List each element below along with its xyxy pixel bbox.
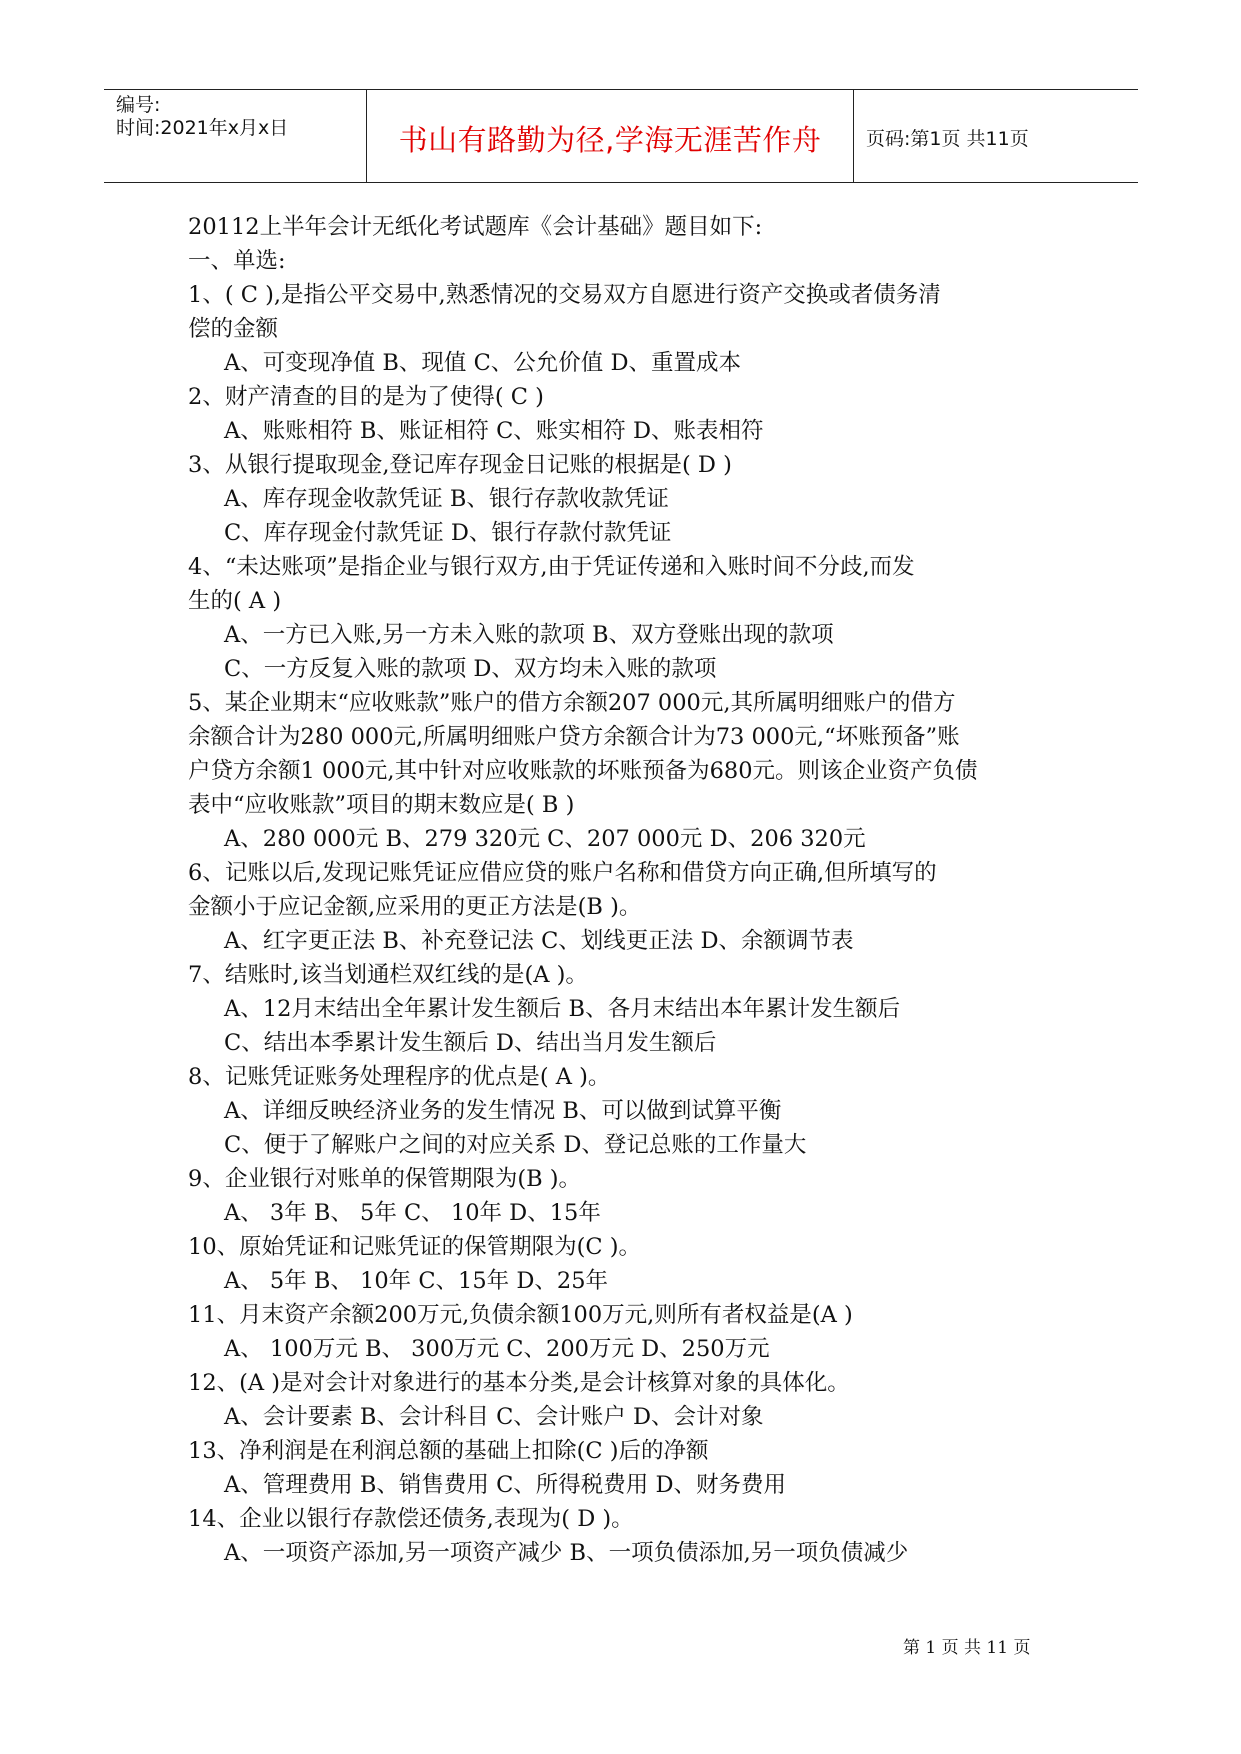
question-line: 12、(A )是对会计对象进行的基本分类,是会计核算对象的具体化。 — [188, 1370, 850, 1396]
answer-options-line: A、详细反映经济业务的发生情况 B、可以做到试算平衡 — [224, 1098, 782, 1124]
page-info: 页码:第1页 共11页 — [866, 128, 1029, 150]
question-line: 14、企业以银行存款偿还债务,表现为( D )。 — [188, 1506, 634, 1532]
question-line: 6、记账以后,发现记账凭证应借应贷的账户名称和借贷方向正确,但所填写的 — [188, 860, 937, 886]
question-line: 偿的金额 — [188, 316, 279, 342]
answer-options-line: A、一方已入账,另一方未入账的款项 B、双方登账出现的款项 — [224, 622, 834, 648]
question-line: 2、财产清查的目的是为了使得( C ) — [188, 384, 544, 410]
answer-options-line: A、12月末结出全年累计发生额后 B、各月末结出本年累计发生额后 — [224, 996, 901, 1022]
question-line: 3、从银行提取现金,登记库存现金日记账的根据是( D ) — [188, 452, 732, 478]
answer-options-line: C、一方反复入账的款项 D、双方均未入账的款项 — [224, 656, 717, 682]
question-line: 户贷方余额1 000元,其中针对应收账款的坏账预备为680元。则该企业资产负债 — [188, 758, 978, 784]
answer-options-line: A、280 000元 B、279 320元 C、207 000元 D、206 320元 — [224, 826, 866, 852]
answer-options-line: A、 5年 B、 10年 C、15年 D、25年 — [224, 1268, 609, 1294]
motto-text: 书山有路勤为径,学海无涯苦作舟 — [398, 123, 822, 157]
time-label: 时间:2021年x月x日 — [116, 117, 289, 139]
question-line: 20112上半年会计无纸化考试题库《会计基础》题目如下: — [188, 214, 763, 240]
question-line: 1、( C ),是指公平交易中,熟悉情况的交易双方自愿进行资产交换或者债务清 — [188, 282, 941, 308]
answer-options-line: C、库存现金付款凭证 D、银行存款付款凭证 — [224, 520, 672, 546]
question-line: 金额小于应记金额,应采用的更正方法是(B )。 — [188, 894, 642, 920]
question-line: 表中“应收账款”项目的期末数应是( B ) — [188, 792, 575, 818]
page-footer: 第 1 页 共 11 页 — [903, 1638, 1031, 1658]
question-line: 余额合计为280 000元,所属明细账户贷方余额合计为73 000元,“坏账预备”账 — [188, 724, 960, 750]
answer-options-line: A、红字更正法 B、补充登记法 C、划线更正法 D、余额调节表 — [224, 928, 854, 954]
question-line: 4、“未达账项”是指企业与银行双方,由于凭证传递和入账时间不分歧,而发 — [188, 554, 915, 580]
question-line: 11、月末资产余额200万元,负债余额100万元,则所有者权益是(A ) — [188, 1302, 853, 1328]
answer-options-line: A、库存现金收款凭证 B、银行存款收款凭证 — [224, 486, 669, 512]
answer-options-line: C、结出本季累计发生额后 D、结出当月发生额后 — [224, 1030, 717, 1056]
question-line: 5、某企业期末“应收账款”账户的借方余额207 000元,其所属明细账户的借方 — [188, 690, 956, 716]
answer-options-line: A、 100万元 B、 300万元 C、200万元 D、250万元 — [224, 1336, 770, 1362]
header-motto-cell — [366, 90, 854, 182]
answer-options-line: A、管理费用 B、销售费用 C、所得税费用 D、财务费用 — [224, 1472, 786, 1498]
number-label: 编号: — [116, 94, 161, 116]
answer-options-line: A、一项资产添加,另一项资产减少 B、一项负债添加,另一项负债减少 — [224, 1540, 909, 1566]
question-line: 生的( A ) — [188, 588, 282, 614]
answer-options-line: A、账账相符 B、账证相符 C、账实相符 D、账表相符 — [224, 418, 764, 444]
answer-options-line: A、 3年 B、 5年 C、 10年 D、15年 — [224, 1200, 601, 1226]
question-line: 7、结账时,该当划通栏双红线的是(A )。 — [188, 962, 588, 988]
answer-options-line: C、便于了解账户之间的对应关系 D、登记总账的工作量大 — [224, 1132, 807, 1158]
answer-options-line: A、会计要素 B、会计科目 C、会计账户 D、会计对象 — [224, 1404, 764, 1430]
question-line: 一、单选: — [188, 248, 286, 274]
question-line: 10、原始凭证和记账凭证的保管期限为(C )。 — [188, 1234, 642, 1260]
header-right-cell — [852, 90, 1138, 182]
answer-options-line: A、可变现净值 B、现值 C、公允价值 D、重置成本 — [224, 350, 741, 376]
header-left-cell — [104, 90, 366, 182]
question-line: 8、记账凭证账务处理程序的优点是( A )。 — [188, 1064, 611, 1090]
question-line: 13、净利润是在利润总额的基础上扣除(C )后的净额 — [188, 1438, 709, 1464]
question-line: 9、企业银行对账单的保管期限为(B )。 — [188, 1166, 582, 1192]
page-header — [104, 89, 1138, 183]
document-body — [188, 210, 1078, 1570]
